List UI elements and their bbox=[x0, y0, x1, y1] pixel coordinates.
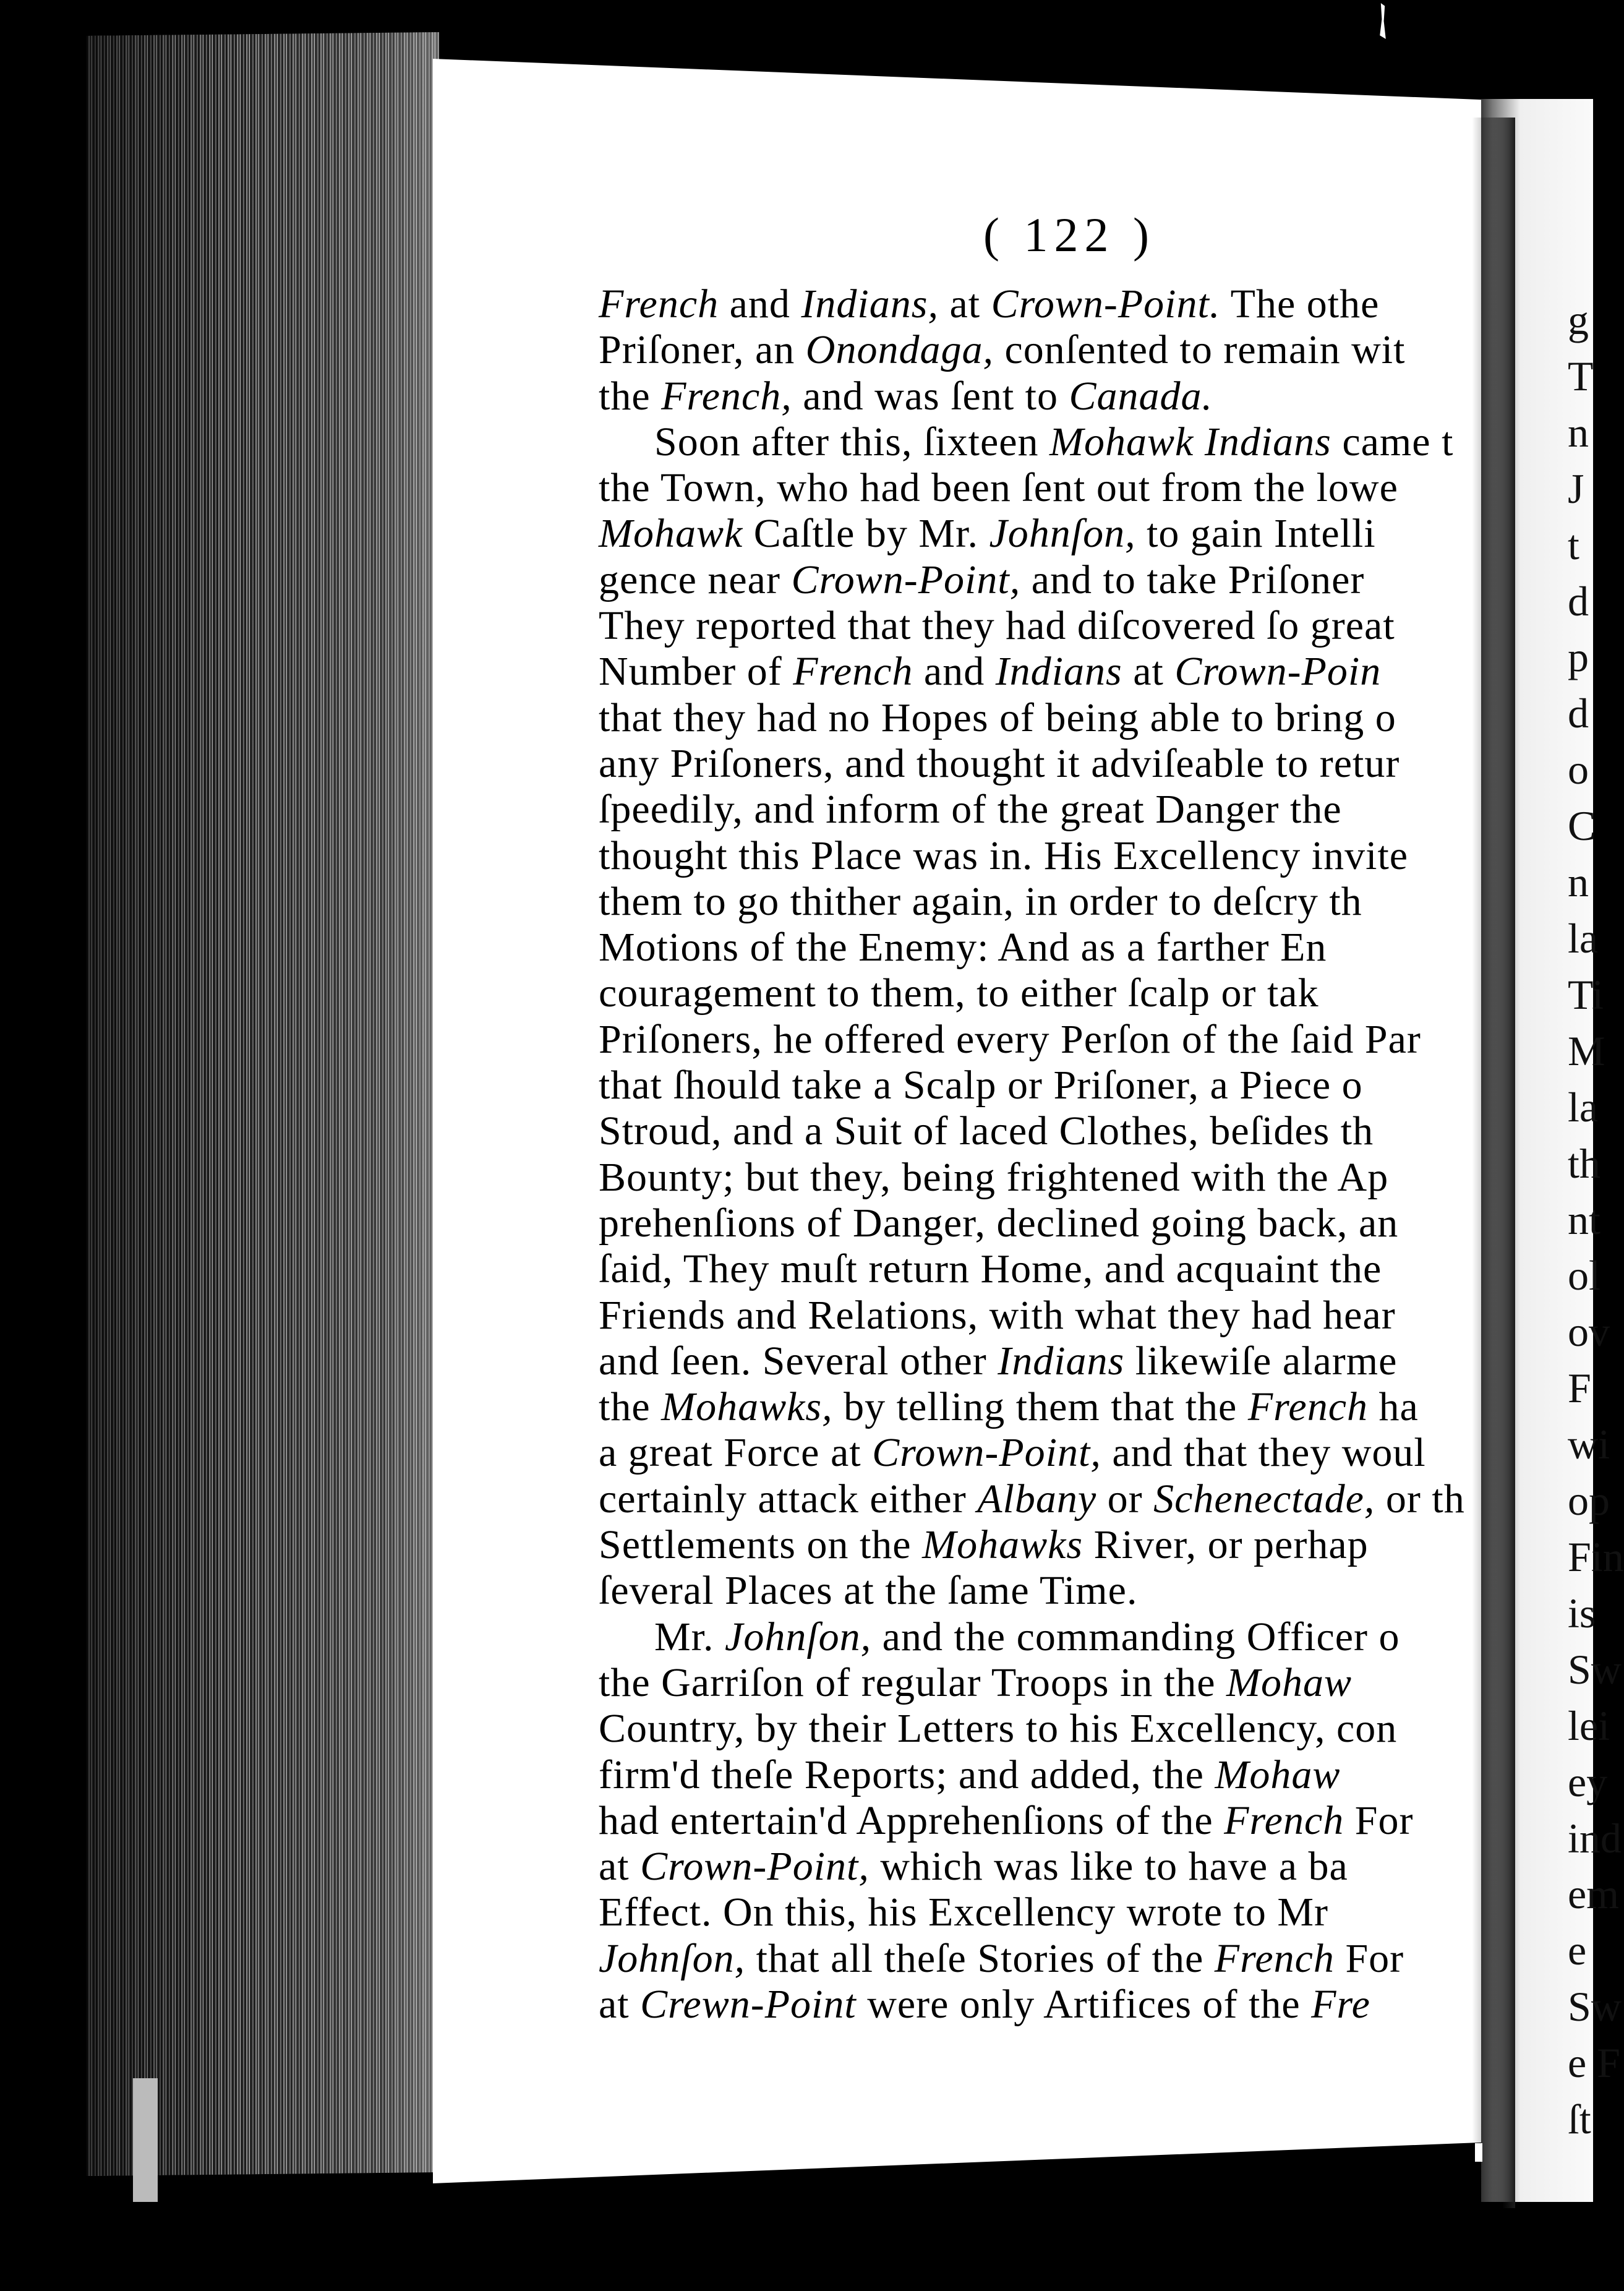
text-line bbox=[599, 1384, 1489, 1430]
text-segment: and ſeen. Several other bbox=[599, 1338, 998, 1384]
facing-page-text-fragment: n bbox=[1568, 859, 1589, 906]
italic-text-segment: Mohawk bbox=[599, 511, 743, 557]
page-body-text bbox=[599, 281, 1489, 2028]
facing-page-text-fragment: d bbox=[1568, 690, 1589, 737]
text-segment: Priſoners, he offered every Perſon of the ſaid Par bbox=[599, 1016, 1421, 1062]
text-line bbox=[599, 327, 1489, 373]
text-segment: River, or perhap bbox=[1083, 1522, 1369, 1568]
text-segment: The othe bbox=[1220, 281, 1380, 327]
text-line bbox=[599, 465, 1489, 511]
text-segment: prehenſions of Danger, declined going back, an bbox=[599, 1200, 1399, 1246]
text-line bbox=[599, 603, 1489, 649]
text-segment: to gain Intelli bbox=[1135, 511, 1376, 557]
facing-page-text-fragment: la bbox=[1568, 915, 1599, 962]
text-line bbox=[599, 1798, 1489, 1844]
text-segment: them to go thither again, in order to deſcry th bbox=[599, 878, 1362, 924]
italic-text-segment: French bbox=[793, 649, 913, 695]
text-line bbox=[599, 1706, 1489, 1752]
text-line bbox=[599, 374, 1489, 419]
italic-text-segment: Schenectade, bbox=[1153, 1476, 1375, 1522]
text-line bbox=[599, 1844, 1489, 1890]
facing-page-text-fragment: T bbox=[1568, 352, 1594, 400]
text-segment: couragement to them, to either ſcalp or tak bbox=[599, 970, 1319, 1016]
text-segment: or th bbox=[1375, 1476, 1465, 1522]
italic-text-segment: Mohawks bbox=[922, 1522, 1083, 1568]
italic-text-segment: Johnſon, bbox=[725, 1614, 872, 1659]
text-segment: and bbox=[719, 281, 801, 327]
text-segment: thought this Place was in. His Excellency invite bbox=[599, 833, 1409, 878]
text-line bbox=[599, 1982, 1489, 2028]
text-line bbox=[599, 1752, 1489, 1798]
text-segment: Mr. bbox=[654, 1614, 725, 1659]
text-line bbox=[599, 281, 1489, 327]
text-segment: Friends and Relations, with what they had hear bbox=[599, 1292, 1396, 1338]
text-segment: Bounty; but they, being frightened with the Ap bbox=[599, 1154, 1389, 1200]
text-line bbox=[599, 1568, 1489, 1614]
text-segment: the bbox=[599, 373, 662, 419]
text-line bbox=[599, 695, 1489, 741]
facing-page-text-fragment: t bbox=[1568, 521, 1579, 568]
italic-text-segment: Mohawks, bbox=[661, 1384, 833, 1430]
text-line bbox=[599, 787, 1489, 833]
text-segment: likewiſe alarme bbox=[1124, 1338, 1398, 1384]
facing-page-text-fragment: J bbox=[1568, 465, 1584, 512]
text-line bbox=[599, 1614, 1489, 1660]
facing-page-text-fragment: ol bbox=[1568, 1252, 1600, 1300]
text-segment: They reported that they had diſcovered ſo great bbox=[599, 603, 1395, 649]
italic-text-segment: French bbox=[1214, 1935, 1335, 1981]
italic-text-segment: Crown-Point, bbox=[872, 1430, 1101, 1476]
text-segment: Soon after this, ſixteen bbox=[654, 419, 1050, 465]
italic-text-segment: Mohaw bbox=[1226, 1659, 1353, 1705]
facing-page-text-fragment: em bbox=[1568, 1870, 1620, 1918]
text-segment: were only Artifices of the bbox=[856, 1981, 1312, 2027]
text-segment: that ſhould take a Scalp or Priſoner, a Piece o bbox=[599, 1063, 1363, 1108]
text-segment: ſaid, They muſt return Home, and acquaint the bbox=[599, 1246, 1382, 1292]
facing-page-text-fragment: p bbox=[1568, 633, 1589, 681]
text-line bbox=[599, 1017, 1489, 1063]
facing-page-text-fragment: M bbox=[1568, 1027, 1605, 1074]
facing-page-text-fragment: lei bbox=[1568, 1702, 1610, 1749]
facing-page-text-fragment: ſt bbox=[1568, 2096, 1591, 2143]
text-line bbox=[599, 1201, 1489, 1246]
facing-page-text-fragment: g bbox=[1568, 296, 1589, 343]
facing-page-text-fragment: th bbox=[1568, 1139, 1600, 1187]
facing-page-text-fragment: op bbox=[1568, 1477, 1610, 1525]
italic-text-segment: Canada. bbox=[1069, 373, 1213, 419]
text-segment: Caſtle by Mr. bbox=[743, 511, 989, 557]
text-segment: Priſoner, an bbox=[599, 327, 806, 373]
text-segment: Motions of the Enemy: And as a farther En bbox=[599, 925, 1327, 970]
text-line bbox=[599, 879, 1489, 925]
italic-text-segment: Johnſon, bbox=[989, 511, 1136, 557]
facing-page-text-fragment: e bbox=[1568, 1927, 1587, 1974]
text-segment: Settlements on the bbox=[599, 1522, 923, 1568]
facing-page-text-fragment: C bbox=[1568, 802, 1596, 850]
text-line bbox=[599, 557, 1489, 603]
text-segment: and bbox=[913, 649, 996, 695]
italic-text-segment: French bbox=[1224, 1797, 1344, 1843]
text-segment: gence near bbox=[599, 557, 792, 602]
italic-text-segment: Crown-Point, bbox=[791, 557, 1021, 602]
text-segment: at bbox=[1122, 649, 1175, 695]
italic-text-segment: Albany bbox=[977, 1476, 1097, 1522]
text-line bbox=[599, 925, 1489, 970]
binding-strip bbox=[133, 2078, 158, 2202]
facing-page-text-fragment: wi bbox=[1568, 1421, 1610, 1468]
text-line bbox=[599, 1063, 1489, 1108]
text-segment: ha bbox=[1367, 1384, 1419, 1430]
text-segment: and that they woul bbox=[1101, 1430, 1426, 1476]
italic-text-segment: Mohawk Indians bbox=[1049, 419, 1331, 465]
text-segment: any Priſoners, and thought it adviſeable to retur bbox=[599, 740, 1400, 786]
text-line bbox=[599, 970, 1489, 1016]
text-line bbox=[599, 511, 1489, 557]
facing-page-text-fragment: F bbox=[1568, 1364, 1591, 1412]
italic-text-segment: Indians bbox=[998, 1338, 1125, 1384]
text-line bbox=[599, 741, 1489, 787]
facing-page-text-fragment: o bbox=[1568, 746, 1589, 794]
facing-page-text-fragment: n bbox=[1568, 408, 1589, 456]
text-segment: Country, by their Letters to his Excellency, con bbox=[599, 1706, 1398, 1752]
facing-page-text-fragment: is bbox=[1568, 1589, 1596, 1637]
text-segment: Stroud, and a Suit of laced Clothes, beſides th bbox=[599, 1108, 1374, 1154]
text-segment: and was ſent to bbox=[792, 373, 1069, 419]
text-segment: at bbox=[938, 281, 991, 327]
text-line bbox=[599, 833, 1489, 879]
facing-page-text-fragment: ov bbox=[1568, 1308, 1610, 1356]
text-segment: had entertain'd Apprehenſions of the bbox=[599, 1797, 1224, 1843]
text-segment: by telling them that the bbox=[832, 1384, 1248, 1430]
italic-text-segment: French bbox=[1247, 1384, 1368, 1430]
page-block-edge bbox=[87, 32, 439, 2176]
facing-page-text-fragment: Sw bbox=[1568, 1983, 1622, 2031]
scan-artifact-mark bbox=[1378, 3, 1388, 39]
text-segment: ſpeedily, and inform of the great Danger the bbox=[599, 787, 1342, 833]
facing-page-text-fragment: Ti bbox=[1568, 970, 1604, 1018]
facing-page-text-fragment: la bbox=[1568, 1083, 1599, 1131]
page-number: ( 122 ) bbox=[983, 208, 1155, 262]
text-segment: at bbox=[599, 1844, 641, 1890]
text-line bbox=[599, 1936, 1489, 1982]
text-line bbox=[599, 1293, 1489, 1338]
text-segment: which was like to have a ba bbox=[869, 1844, 1348, 1890]
text-line bbox=[599, 1660, 1489, 1706]
facing-page-text-fragment: ey bbox=[1568, 1758, 1608, 1805]
text-segment: and the commanding Officer o bbox=[871, 1614, 1400, 1659]
text-segment: that they had no Hopes of being able to bring o bbox=[599, 695, 1396, 740]
text-segment: and to take Priſoner bbox=[1020, 557, 1365, 602]
text-line bbox=[599, 1890, 1489, 1935]
italic-text-segment: Fre bbox=[1311, 1981, 1370, 2027]
text-segment: the bbox=[599, 1384, 662, 1430]
text-segment: firm'd theſe Reports; and added, the bbox=[599, 1752, 1215, 1797]
text-line bbox=[599, 1108, 1489, 1154]
text-segment: a great Force at bbox=[599, 1430, 873, 1476]
text-segment: conſented to remain wit bbox=[993, 327, 1406, 373]
facing-page-text-fragment: d bbox=[1568, 577, 1589, 625]
facing-page-text-fragment: ind bbox=[1568, 1814, 1622, 1862]
text-line bbox=[599, 1476, 1489, 1522]
italic-text-segment: French bbox=[599, 281, 719, 327]
italic-text-segment: French, bbox=[661, 373, 792, 419]
text-line bbox=[599, 419, 1489, 465]
italic-text-segment: Crown-Point. bbox=[991, 281, 1221, 327]
text-segment: the Garriſon of regular Troops in the bbox=[599, 1659, 1227, 1705]
italic-text-segment: Crown-Poin bbox=[1174, 649, 1382, 695]
text-line bbox=[599, 1338, 1489, 1384]
facing-page-text-fragment: Sw bbox=[1568, 1645, 1622, 1693]
italic-text-segment: Onondaga, bbox=[805, 327, 994, 373]
text-line bbox=[599, 1430, 1489, 1476]
text-segment: For bbox=[1344, 1797, 1414, 1843]
text-segment: at bbox=[599, 1981, 641, 2027]
italic-text-segment: Crown-Point, bbox=[640, 1844, 870, 1890]
text-segment: Number of bbox=[599, 649, 793, 695]
text-segment: Effect. On this, his Excellency wrote to Mr bbox=[599, 1890, 1328, 1935]
text-segment: ſeveral Places at the ſame Time. bbox=[599, 1568, 1138, 1614]
italic-text-segment: Indians bbox=[995, 649, 1122, 695]
facing-page-text-fragment: nt bbox=[1568, 1196, 1600, 1243]
text-segment: that all theſe Stories of the bbox=[745, 1935, 1215, 1981]
text-line bbox=[599, 1246, 1489, 1292]
text-line bbox=[599, 1155, 1489, 1201]
text-segment: or bbox=[1096, 1476, 1154, 1522]
text-segment: certainly attack either bbox=[599, 1476, 978, 1522]
facing-page-text-fragment: Fin bbox=[1568, 1533, 1624, 1580]
text-line bbox=[599, 649, 1489, 695]
text-segment: the Town, who had been ſent out from the lowe bbox=[599, 465, 1398, 511]
scan-artifact-mark bbox=[1475, 2143, 1482, 2162]
italic-text-segment: Mohaw bbox=[1215, 1752, 1341, 1797]
facing-page-text-fragment: e F bbox=[1568, 2039, 1620, 2087]
italic-text-segment: Indians, bbox=[801, 281, 939, 327]
text-line bbox=[599, 1522, 1489, 1568]
text-segment: For bbox=[1334, 1935, 1404, 1981]
italic-text-segment: Crewn-Point bbox=[640, 1981, 857, 2027]
italic-text-segment: Johnſon, bbox=[599, 1935, 746, 1981]
text-segment: came t bbox=[1331, 419, 1454, 465]
